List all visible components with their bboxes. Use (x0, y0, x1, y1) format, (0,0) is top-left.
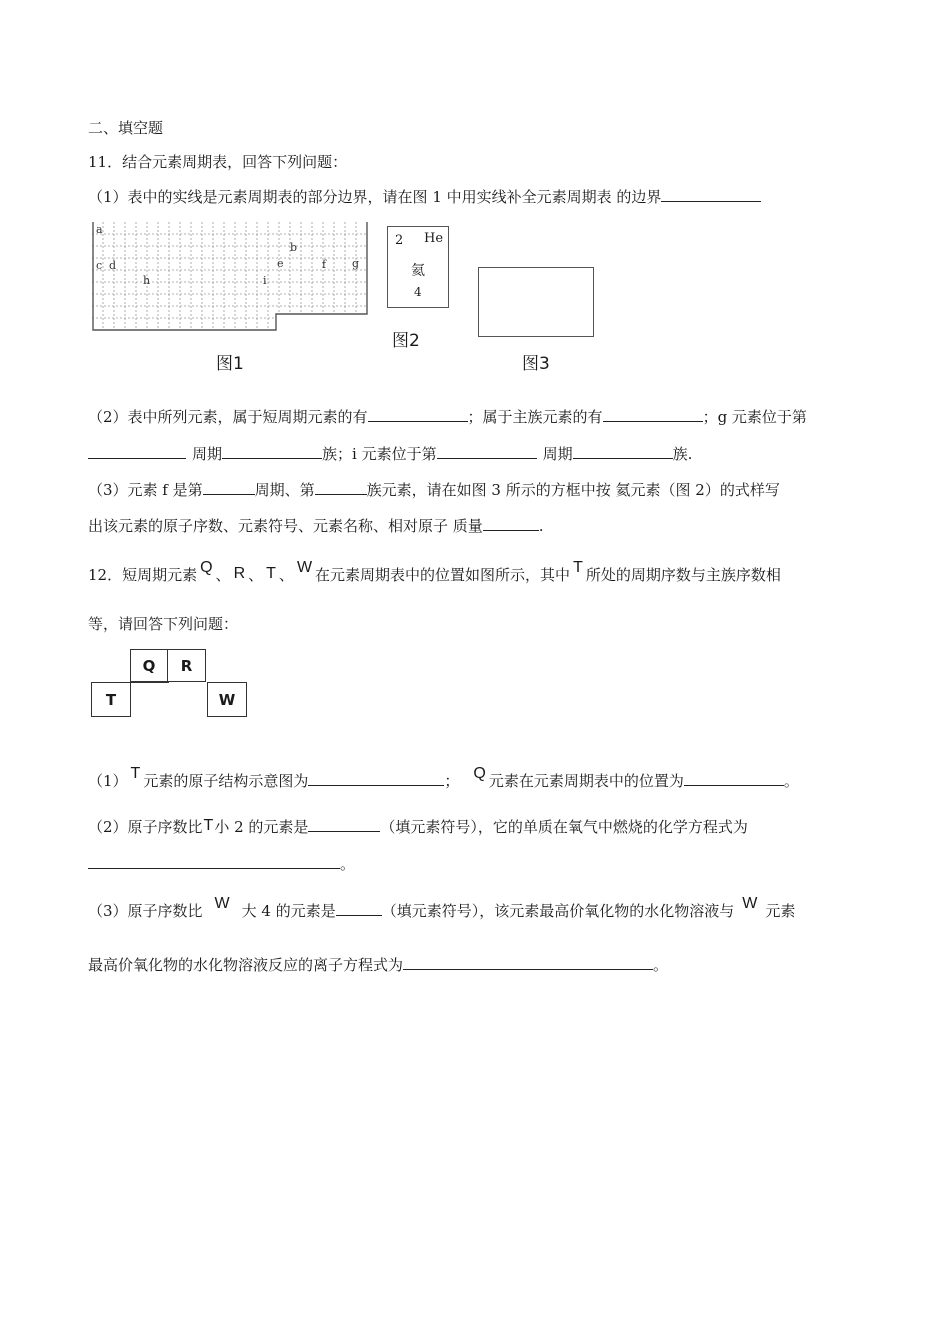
var-q: Q (200, 559, 213, 576)
answer-blank[interactable] (483, 516, 539, 531)
q12-stem-text: 所处的周期序数与主族序数相 (585, 566, 781, 584)
grid-letter-a: a (96, 223, 103, 236)
answer-blank[interactable] (308, 817, 380, 832)
q12-part1-text: （1） (88, 772, 128, 790)
q11-part3-line2 (88, 516, 544, 536)
var-w: W (296, 559, 313, 576)
answer-blank[interactable] (315, 480, 367, 495)
table-boundary (93, 222, 367, 330)
answer-blank[interactable] (573, 444, 673, 459)
q11-part3-text: . (538, 517, 544, 535)
q12-stem-text: 12．短周期元素 (88, 566, 198, 584)
var-w: W (742, 895, 758, 912)
separator: 、 (215, 566, 231, 584)
q11-part2-text: 族；i 元素位于第 (322, 445, 437, 463)
var-t: T (203, 817, 214, 834)
q11-stem: 11．结合元素周期表，回答下列问题： (88, 153, 348, 171)
q12-part1-text: 元素在元素周期表中的位置为 (488, 772, 684, 790)
figure-3-label: 图3 (522, 354, 550, 374)
element-name: 氦 (411, 263, 425, 279)
grid-letter-g: g (352, 257, 360, 270)
q12-part2-text: 。 (340, 855, 356, 873)
q12-part3-text: 。 (653, 956, 669, 974)
answer-blank[interactable] (603, 407, 703, 422)
q12-position-table (91, 649, 247, 717)
separator: 、 (278, 566, 294, 584)
answer-blank[interactable] (403, 955, 653, 970)
answer-blank[interactable] (336, 901, 382, 916)
var-r: R (233, 565, 246, 582)
q11-part3-text: 周期、第 (254, 481, 315, 499)
q12-part2-line1 (88, 814, 748, 841)
cell-r: R (167, 649, 206, 682)
answer-blank[interactable] (88, 444, 186, 459)
q11-part2-text: （2）表中所列元素，属于短周期元素的有 (88, 408, 368, 426)
q12-part2-line2 (88, 854, 355, 874)
table-divider (130, 681, 169, 683)
figure-1-label: 图1 (216, 354, 244, 374)
q11-part2-text: 周期 (192, 445, 223, 463)
q12-part3-text: （填元素符号），该元素最高价氧化物的水化物溶液与 (381, 902, 735, 920)
q12-part3-line2 (88, 955, 668, 975)
q11-part2-line1 (88, 407, 807, 427)
var-t: T (266, 565, 276, 582)
q12-part2-text: 小 2 的元素是 (214, 818, 309, 836)
q12-part3-text: 大 4 的元素是 (241, 902, 336, 920)
cell-w: W (207, 682, 247, 717)
q11-part2-line2 (88, 444, 692, 464)
q12-part2-text: （填元素符号），它的单质在氧气中燃烧的化学方程式为 (380, 818, 748, 836)
grid-letter-e: e (277, 257, 284, 270)
separator: 、 (248, 566, 264, 584)
cell-t: T (91, 682, 131, 717)
answer-blank[interactable] (308, 771, 444, 786)
q12-part3-text: （3）原子序数比 (88, 902, 203, 920)
q12-stem-line1 (88, 560, 781, 591)
q11-part3-text: 出该元素的原子序数、元素符号、元素名称、相对原子 质量 (88, 517, 483, 535)
q12-part1-text: 。 (783, 772, 799, 790)
grid-letter-f: f (322, 258, 327, 271)
q11-part2-text: ；属于主族元素的有 (467, 408, 603, 426)
q12-part3-text: 元素 (765, 902, 796, 920)
q12-part1 (88, 767, 799, 796)
q12-part1-text: ； (444, 772, 460, 790)
answer-blank[interactable] (437, 444, 537, 459)
grid-letter-h: h (143, 274, 151, 287)
q12-part2-text: （2）原子序数比 (88, 818, 203, 836)
var-t: T (130, 765, 141, 782)
grid-letter-c: c (96, 259, 103, 272)
cell-q: Q (130, 649, 168, 682)
grid-letter-b: b (290, 241, 298, 254)
grid-letter-i: i (263, 274, 267, 287)
q11-part3-text: （3）元素 f 是第 (88, 481, 203, 499)
atomic-mass: 4 (414, 285, 422, 299)
q11-part1-text: （1）表中的实线是元素周期表的部分边界，请在图 1 中用实线补全元素周期表 的边界 (88, 188, 662, 206)
grid-letter-d: d (109, 259, 117, 272)
q11-part3-text: 族元素，请在如图 3 所示的方框中按 氦元素（图 2）的式样写 (366, 481, 780, 499)
q12-stem-line2: 等，请回答下列问题： (88, 615, 239, 633)
var-q: Q (473, 765, 486, 782)
answer-blank[interactable] (661, 187, 761, 202)
answer-blank[interactable] (222, 444, 322, 459)
q11-part2-text: 族. (672, 445, 693, 463)
figure-2-helium-box (387, 226, 449, 308)
q11-part3-line1 (88, 480, 780, 500)
section-title: 二、填空题 (88, 119, 164, 137)
q12-part3-text: 最高价氧化物的水化物溶液反应的离子方程式为 (88, 956, 404, 974)
q12-part3-line1 (88, 896, 795, 927)
q12-stem-text: 在元素周期表中的位置如图所示，其中 (315, 566, 571, 584)
answer-blank[interactable] (368, 407, 468, 422)
element-symbol: He (424, 231, 444, 246)
var-w: W (214, 895, 230, 912)
q11-part1 (88, 187, 761, 207)
q12-part1-text: 元素的原子结构示意图为 (143, 772, 309, 790)
figure-2-label: 图2 (392, 331, 420, 351)
answer-blank[interactable] (88, 854, 340, 869)
q11-part2-text: 周期 (542, 445, 573, 463)
answer-blank[interactable] (203, 480, 255, 495)
answer-blank[interactable] (684, 771, 784, 786)
var-t: T (573, 559, 583, 576)
atomic-number: 2 (395, 233, 404, 248)
figure-3-answer-box[interactable] (478, 267, 594, 337)
figure-1-periodic-grid (92, 222, 368, 332)
q11-part2-text: ；g 元素位于第 (702, 408, 807, 426)
